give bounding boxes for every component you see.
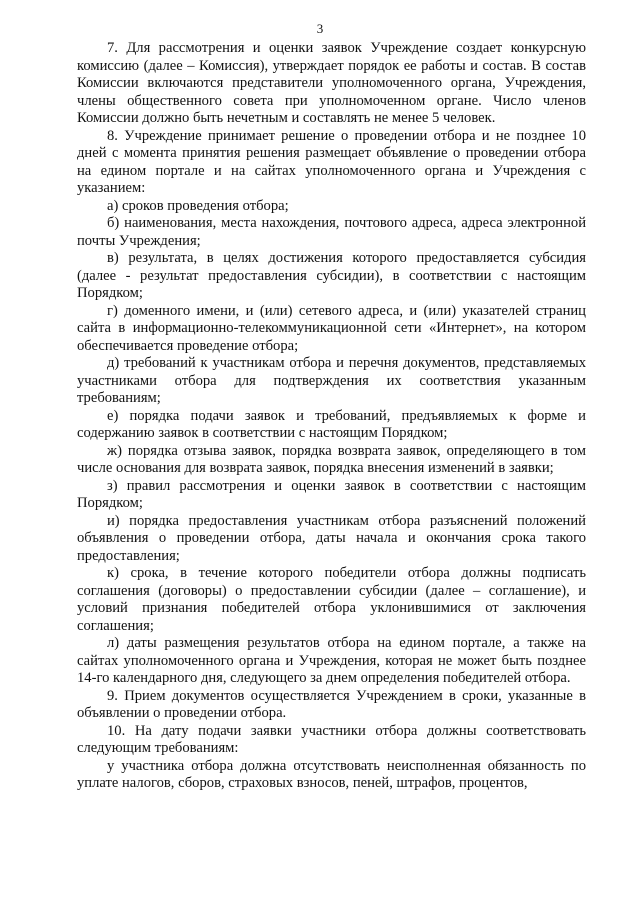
list-item-b: б) наименования, места нахождения, почтового адреса, адреса электронной почты Учреждения; <box>77 215 586 249</box>
list-item-i: и) порядка предоставления участникам отбора разъяснений положений объявления о проведении отбора, даты начала и окончания срока такого предоставления; <box>77 512 586 564</box>
list-item-g: г) доменного имени, и (или) сетевого адреса, и (или) указателей страниц сайта в информационно-телекоммуникационной сети «Интернет», на котором обеспечивается проведение отбора; <box>77 302 586 354</box>
list-item-k: к) срока, в течение которого победители отбора должны подписать соглашения (договоры) о предоставлении субсидии (далее – соглашение), и условий признания победителей отбора уклонившимися от заключения соглашения; <box>77 565 586 634</box>
list-item-z: з) правил рассмотрения и оценки заявок в соответствии с настоящим Порядком; <box>77 477 586 511</box>
list-item-e: е) порядка подачи заявок и требований, предъявляемых к форме и содержанию заявок в соответствии с настоящим Порядком; <box>77 407 586 441</box>
paragraph-7: 7. Для рассмотрения и оценки заявок Учреждение создает конкурсную комиссию (далее – Комиссия), утверждает порядок ее работы и состав. В состав Комиссии включаются представители уполномоченного органа, Учреждения, члены общественного совета при уполномоченном органе. Число членов Комиссии должно быть нечетным и составлять не менее 5 человек. <box>77 40 586 126</box>
page-number: 3 <box>316 21 324 36</box>
list-item-zh: ж) порядка отзыва заявок, порядка возврата заявок, определяющего в том числе основания для возврата заявок, порядка внесения изменений в заявки; <box>77 442 586 476</box>
paragraph-10-requirement: у участника отбора должна отсутствовать неисполненная обязанность по уплате налогов, сборов, страховых взносов, пеней, штрафов, процентов, <box>77 757 586 791</box>
list-item-v: в) результата, в целях достижения которого предоставляется субсидия (далее - результат предоставления субсидии), в соответствии с настоящим Порядком; <box>77 250 586 301</box>
paragraph-10: 10. На дату подачи заявки участники отбора должны соответствовать следующим требованиям: <box>77 722 586 756</box>
paragraph-9: 9. Прием документов осуществляется Учреждением в сроки, указанные в объявлении о проведении отбора. <box>77 687 586 721</box>
list-item-d: д) требований к участникам отбора и перечня документов, представляемых участниками отбора для подтверждения их соответствия указанным требованиям; <box>77 355 586 406</box>
paragraph-8: 8. Учреждение принимает решение о проведении отбора и не позднее 10 дней с момента принятия решения размещает объявление о проведении отбора на едином портале и на сайтах уполномоченного органа и Учреждения с указанием: <box>77 127 586 196</box>
list-item-a: а) сроков проведения отбора; <box>107 197 289 214</box>
list-item-l: л) даты размещения результатов отбора на едином портале, а также на сайтах уполномоченного органа и Учреждения, которая не может быть позднее 14-го календарного дня, следующего за днем определения победителей отбора. <box>77 635 586 686</box>
document-body <box>77 40 586 793</box>
